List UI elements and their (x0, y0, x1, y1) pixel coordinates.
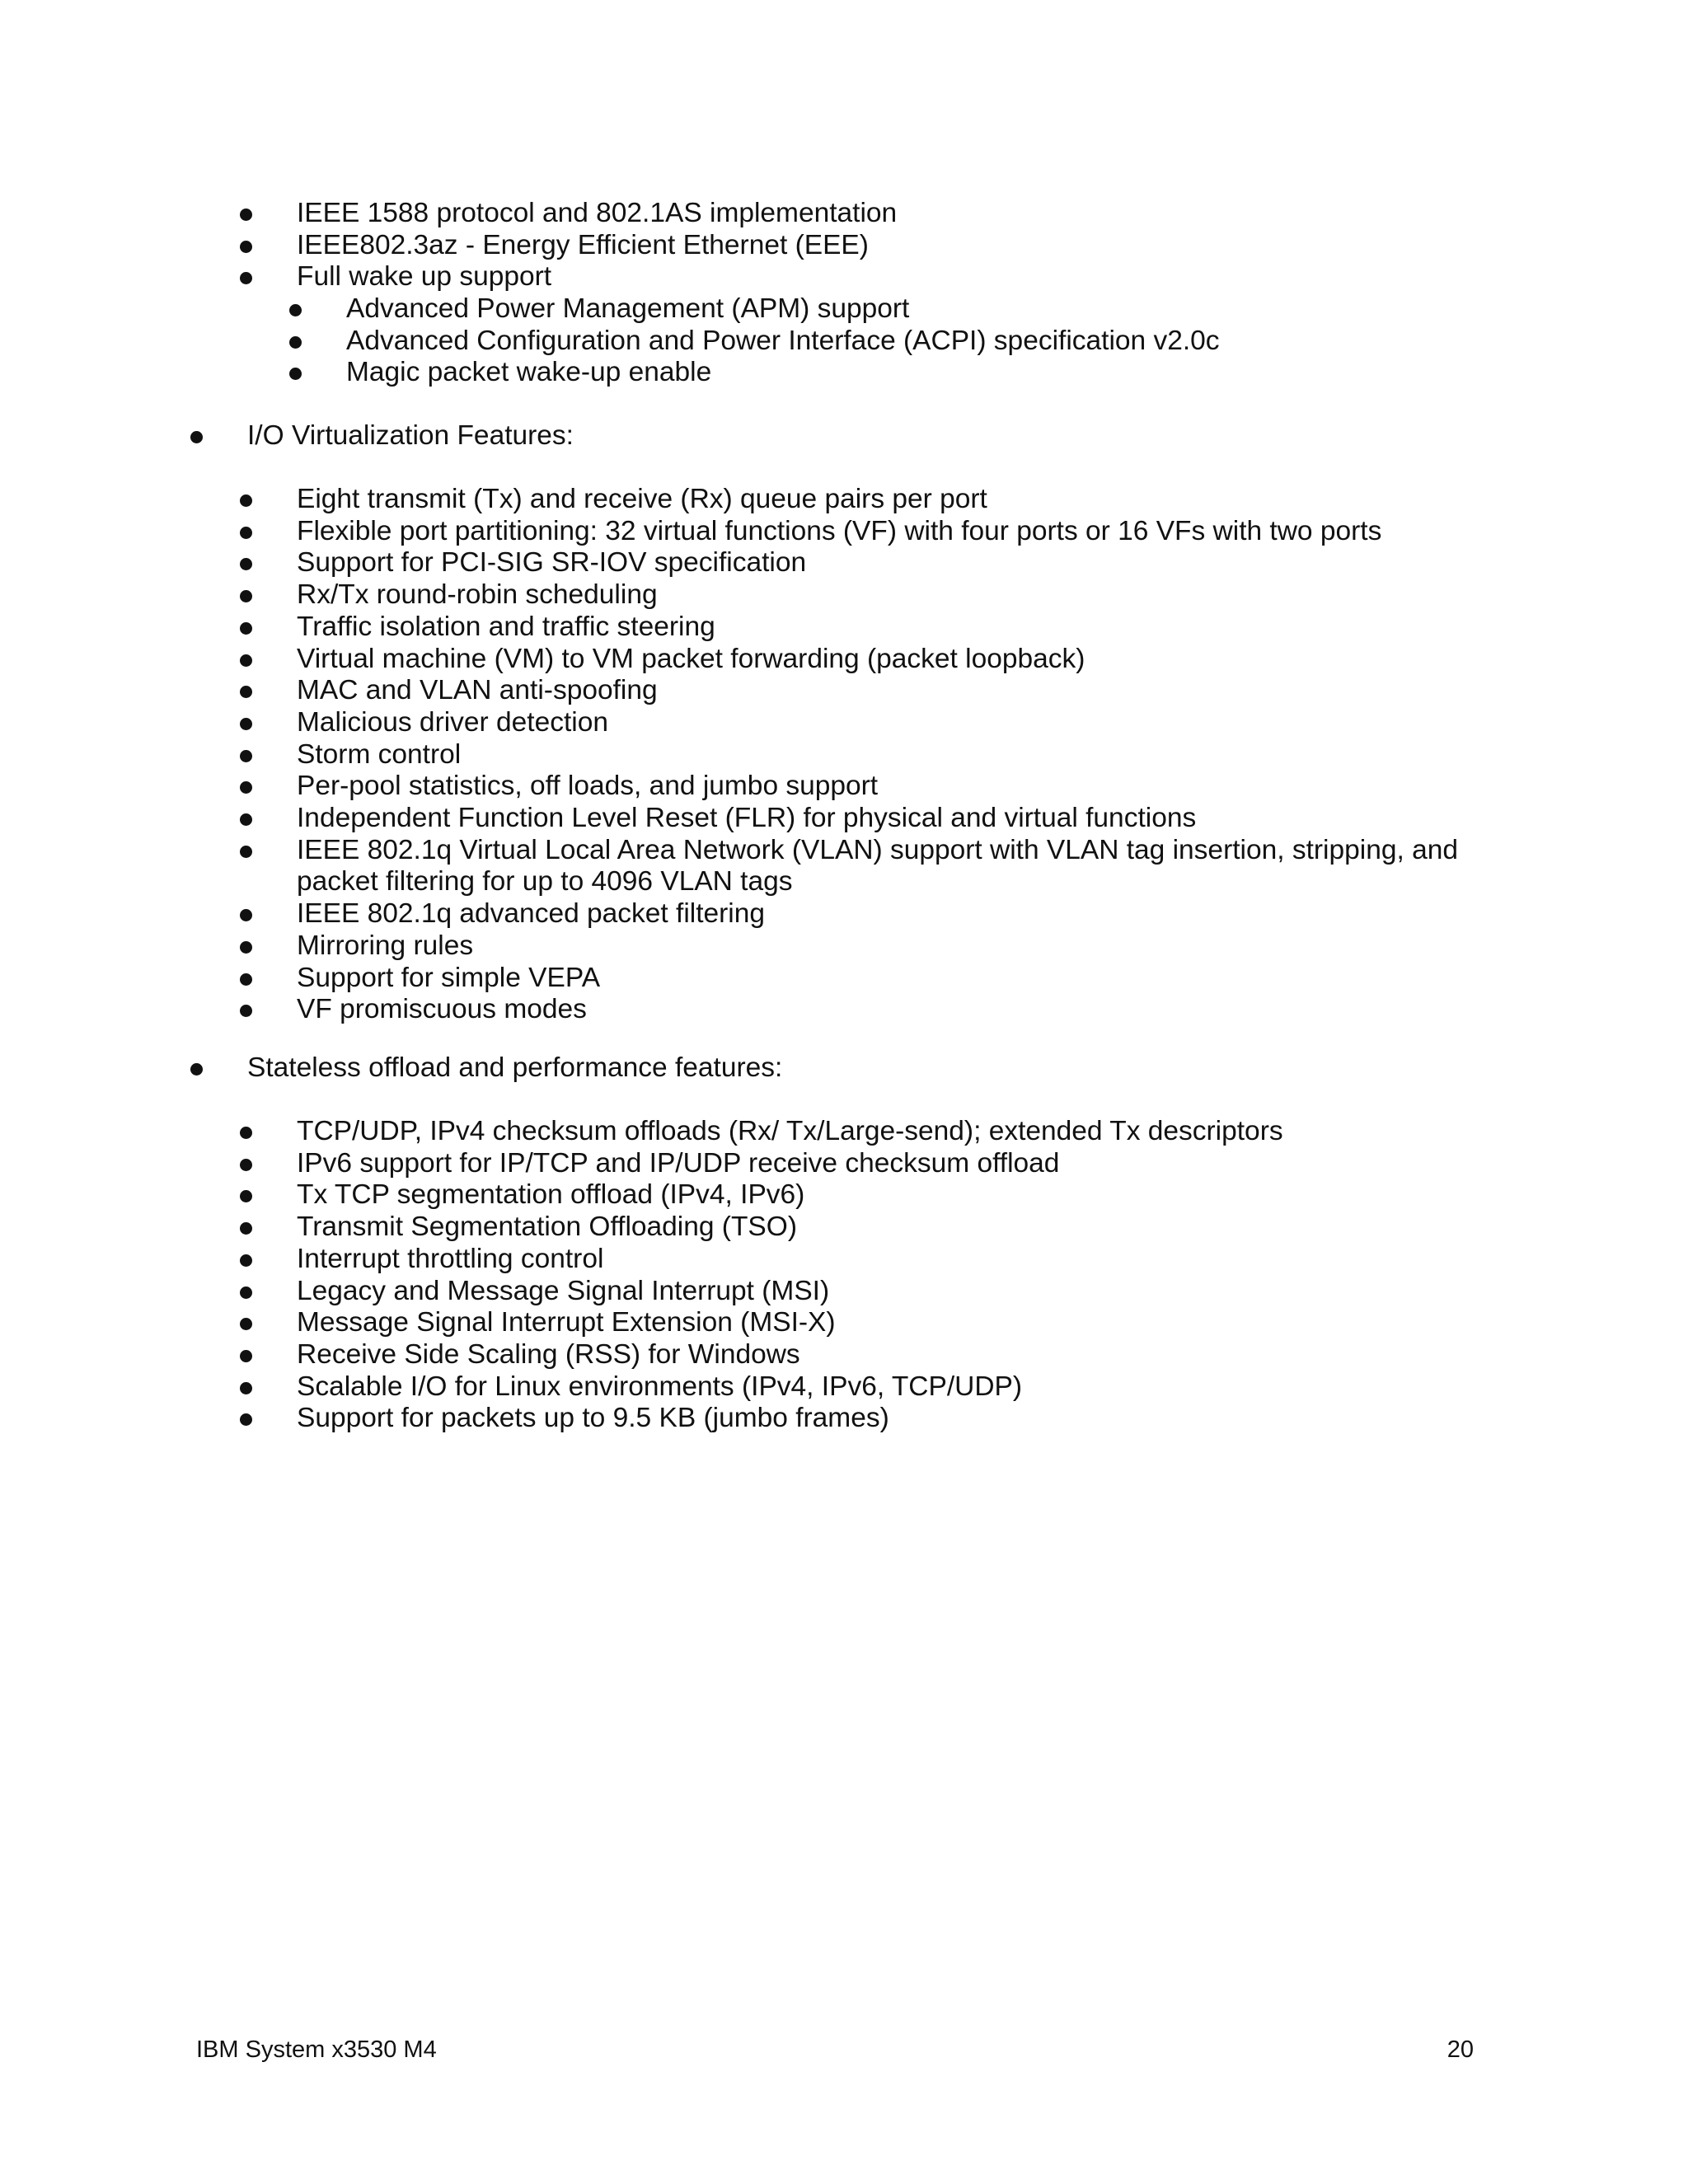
bullet-icon (240, 1254, 252, 1267)
bullet-icon (240, 1350, 252, 1362)
list-item: Receive Side Scaling (RSS) for Windows (297, 1339, 1533, 1371)
list-item: Tx TCP segmentation offload (IPv4, IPv6) (297, 1179, 1533, 1212)
bullet-icon (289, 336, 302, 349)
list-item: Mirroring rules (297, 930, 1467, 963)
list-item: IEEE 802.1q advanced packet filtering (297, 898, 1467, 930)
bullet-icon (289, 304, 302, 316)
bullet-icon (240, 781, 252, 794)
list-item: Support for packets up to 9.5 KB (jumbo frames) (297, 1403, 1533, 1435)
list-item: Independent Function Level Reset (FLR) for physical and virtual functions (297, 803, 1467, 835)
list-item: MAC and VLAN anti-spoofing (297, 675, 1467, 707)
list-item: Advanced Configuration and Power Interface (ACPI) specification v2.0c (346, 326, 1582, 358)
bullet-icon (240, 718, 252, 730)
list-item: TCP/UDP, IPv4 checksum offloads (Rx/ Tx/Large-send); extended Tx descriptors (297, 1116, 1533, 1148)
bullet-icon (240, 241, 252, 253)
list-item: Support for simple VEPA (297, 963, 1467, 995)
bullet-icon (240, 846, 252, 858)
bullet-icon (240, 1127, 252, 1139)
bullet-icon (240, 813, 252, 826)
list-item: Malicious driver detection (297, 707, 1467, 739)
list-item: Virtual machine (VM) to VM packet forwarding (packet loopback) (297, 644, 1467, 676)
footer-page-number: 20 (1447, 2036, 1474, 2063)
bullet-icon (240, 527, 252, 539)
bullet-icon (240, 750, 252, 762)
list-item: VF promiscuous modes (297, 994, 1467, 1026)
io-virtualization-list (297, 484, 1467, 1026)
list-item: Eight transmit (Tx) and receive (Rx) queue pairs per port (297, 484, 1467, 516)
list-item: IPv6 support for IP/TCP and IP/UDP receive checksum offload (297, 1148, 1533, 1180)
stateless-offload-list (297, 1116, 1533, 1435)
bullet-icon (240, 654, 252, 667)
bullet-icon (240, 1413, 252, 1426)
list-item: Message Signal Interrupt Extension (MSI-X) (297, 1307, 1533, 1339)
bullet-icon (240, 1222, 252, 1235)
bullet-icon (240, 209, 252, 221)
bullet-icon (190, 431, 203, 443)
bullet-icon (240, 1318, 252, 1330)
list-item: IEEE 802.1q Virtual Local Area Network (VLAN) support with VLAN tag insertion, stripping, and packet filtering for up to 4096 VLAN tags (297, 835, 1467, 898)
bullet-icon (240, 1382, 252, 1394)
bullet-icon (240, 941, 252, 954)
stateless-offload-heading: Stateless offload and performance features: (247, 1052, 782, 1085)
list-item: IEEE802.3az - Energy Efficient Ethernet (EEE) (297, 230, 1533, 262)
bullet-icon (240, 1190, 252, 1202)
list-item: Scalable I/O for Linux environments (IPv4, IPv6, TCP/UDP) (297, 1371, 1533, 1404)
bullet-icon (240, 622, 252, 635)
io-virtualization-heading: I/O Virtualization Features: (247, 420, 574, 452)
footer-document-title: IBM System x3530 M4 (196, 2036, 437, 2063)
list-item: Rx/Tx round-robin scheduling (297, 579, 1467, 612)
bullet-icon (240, 973, 252, 986)
bullet-icon (240, 909, 252, 921)
list-item: IEEE 1588 protocol and 802.1AS implementation (297, 198, 1533, 230)
list-item: Legacy and Message Signal Interrupt (MSI) (297, 1276, 1533, 1308)
list-item: Flexible port partitioning: 32 virtual functions (VF) with four ports or 16 VFs with two ports (297, 516, 1467, 548)
list-item: Support for PCI-SIG SR-IOV specification (297, 547, 1467, 579)
bullet-icon (289, 368, 302, 380)
wake-sub-list (346, 293, 1582, 389)
bullet-icon (240, 686, 252, 698)
bullet-icon (240, 1286, 252, 1299)
list-item: Interrupt throttling control (297, 1244, 1533, 1276)
list-item: Traffic isolation and traffic steering (297, 612, 1467, 644)
bullet-icon (240, 1005, 252, 1017)
wake-features-list (297, 198, 1533, 293)
list-item: Advanced Power Management (APM) support (346, 293, 1582, 326)
bullet-icon (240, 1159, 252, 1171)
list-item: Storm control (297, 739, 1467, 771)
bullet-icon (240, 558, 252, 570)
list-item: Per-pool statistics, off loads, and jumbo support (297, 771, 1467, 803)
list-item: Transmit Segmentation Offloading (TSO) (297, 1212, 1533, 1244)
list-item: Magic packet wake-up enable (346, 357, 1582, 389)
bullet-icon (190, 1063, 203, 1076)
bullet-icon (240, 494, 252, 507)
list-item: Full wake up support (297, 261, 1533, 293)
bullet-icon (240, 272, 252, 284)
bullet-icon (240, 590, 252, 602)
